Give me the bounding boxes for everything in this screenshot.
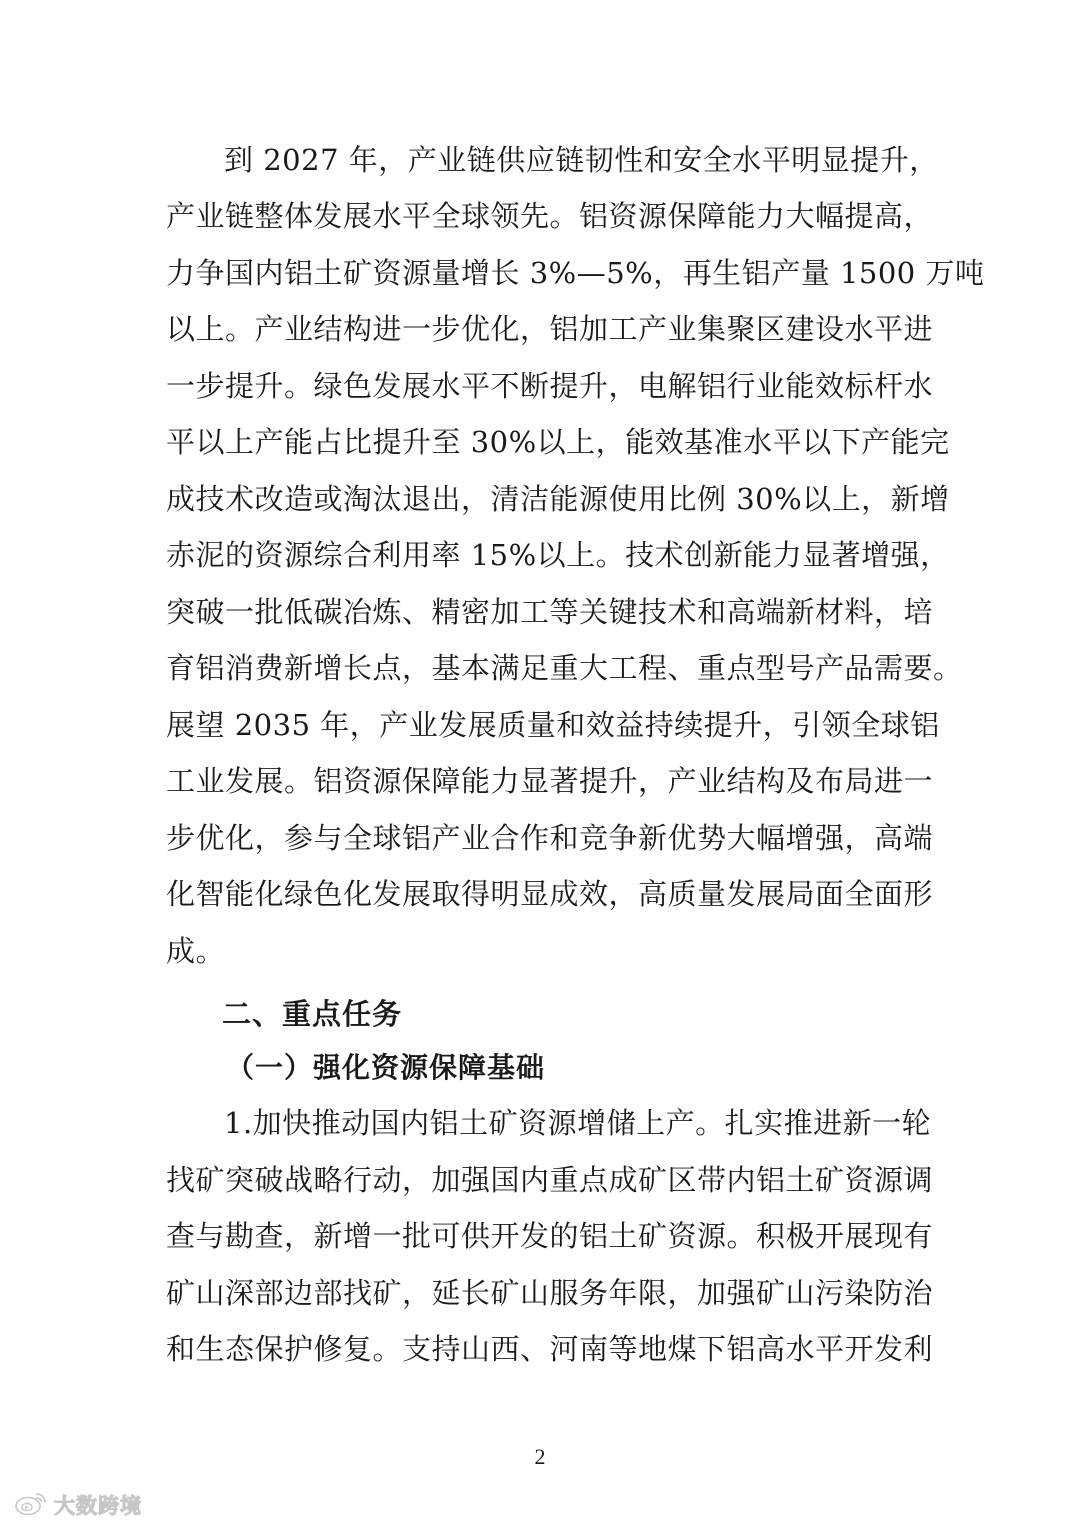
text-line: 展望 2035 年，产业发展质量和效益持续提升，引领全球铝 — [166, 708, 940, 742]
text-line: 产业链整体发展水平全球领先。铝资源保障能力大幅提高， — [166, 199, 934, 233]
text-line: 工业发展。铝资源保障能力显著提升，产业结构及布局进一 — [166, 764, 934, 798]
page-number: 2 — [534, 1444, 546, 1469]
text-line: 化智能化绿色化发展取得明显成效，高质量发展局面全面形 — [166, 877, 934, 911]
text-line: 赤泥的资源综合利用率 15%以上。技术创新能力显著增强， — [166, 538, 950, 572]
text-line: 力争国内铝土矿资源量增长 3%—5%，再生铝产量 1500 万吨 — [166, 256, 985, 290]
text-line: 查与勘查，新增一批可供开发的铝土矿资源。积极开展现有 — [166, 1219, 934, 1253]
text-line: 一步提升。绿色发展水平不断提升，电解铝行业能效标杆水 — [166, 369, 934, 403]
weibo-logo-icon — [14, 1490, 48, 1520]
watermark — [14, 1490, 142, 1520]
watermark-text: 大数跨境 — [54, 1494, 142, 1518]
text-line: 到 2027 年，产业链供应链韧性和安全水平明显提升， — [224, 143, 939, 177]
text-line: 矿山深部边部找矿，延长矿山服务年限，加强矿山污染防治 — [166, 1276, 934, 1310]
section-heading: 二、重点任务 — [222, 997, 403, 1031]
text-line: 育铝消费新增长点，基本满足重大工程、重点型号产品需要。 — [166, 651, 963, 685]
text-line: 成技术改造或淘汰退出，清洁能源使用比例 30%以上，新增 — [166, 482, 950, 516]
text-line: 和生态保护修复。支持山西、河南等地煤下铝高水平开发利 — [166, 1332, 934, 1366]
subsection-heading: （一）强化资源保障基础 — [226, 1051, 546, 1084]
text-line: 平以上产能占比提升至 30%以上，能效基准水平以下产能完 — [166, 425, 950, 459]
text-line: 找矿突破战略行动，加强国内重点成矿区带内铝土矿资源调 — [166, 1163, 934, 1197]
text-line: 以上。产业结构进一步优化，铝加工产业集聚区建设水平进 — [166, 312, 934, 346]
text-line: 突破一批低碳冶炼、精密加工等关键技术和高端新材料，培 — [166, 595, 934, 629]
text-line: 成。 — [166, 934, 226, 968]
text-line: 1.加快推动国内铝土矿资源增储上产。扎实推进新一轮 — [224, 1106, 932, 1140]
text-line: 步优化，参与全球铝产业合作和竞争新优势大幅增强，高端 — [166, 821, 934, 855]
